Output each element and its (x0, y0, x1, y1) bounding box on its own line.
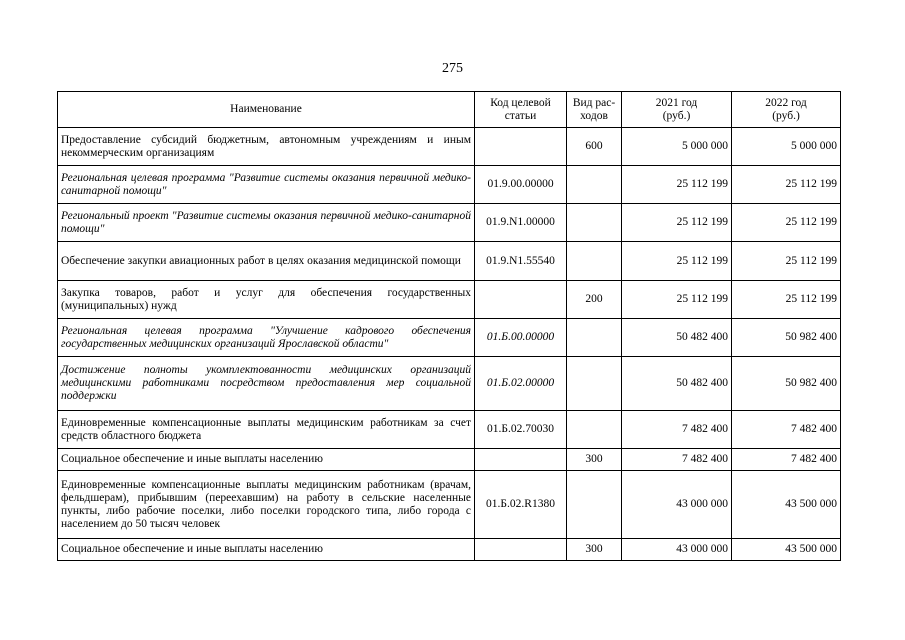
table-row (58, 357, 841, 411)
row-code (475, 539, 567, 561)
row-vid (567, 411, 622, 449)
row-name: Региональная целевая программа "Развитие системы оказания первичной медико-санитарной помощи" (58, 166, 475, 204)
row-code: 01.Б.00.00000 (475, 319, 567, 357)
table-row (58, 411, 841, 449)
row-2021: 25 112 199 (622, 166, 732, 204)
table-row (58, 539, 841, 561)
row-2021: 50 482 400 (622, 357, 732, 411)
row-2021: 25 112 199 (622, 204, 732, 242)
row-code (475, 449, 567, 471)
row-2021: 5 000 000 (622, 128, 732, 166)
row-2021: 50 482 400 (622, 319, 732, 357)
row-vid: 200 (567, 281, 622, 319)
row-code: 01.9.N1.55540 (475, 242, 567, 281)
row-2022: 25 112 199 (732, 242, 841, 281)
row-code (475, 128, 567, 166)
row-vid (567, 471, 622, 539)
row-2021: 7 482 400 (622, 449, 732, 471)
table-row (58, 204, 841, 242)
row-name: Закупка товаров, работ и услуг для обеспечения государственных (муниципальных) нужд (58, 281, 475, 319)
header-vid: Вид рас- ходов (567, 92, 622, 128)
table-row (58, 319, 841, 357)
table-row (58, 449, 841, 471)
row-2021: 43 000 000 (622, 539, 732, 561)
row-vid (567, 357, 622, 411)
budget-table (57, 91, 841, 561)
row-2021: 43 000 000 (622, 471, 732, 539)
page-number: 275 (442, 61, 463, 76)
row-2022: 7 482 400 (732, 449, 841, 471)
row-code: 01.9.N1.00000 (475, 204, 567, 242)
table-row (58, 242, 841, 281)
row-vid (567, 242, 622, 281)
row-vid (567, 319, 622, 357)
row-code: 01.9.00.00000 (475, 166, 567, 204)
row-2021: 7 482 400 (622, 411, 732, 449)
header-name: Наименование (58, 92, 475, 128)
table-row (58, 128, 841, 166)
row-code: 01.Б.02.00000 (475, 357, 567, 411)
row-name: Региональная целевая программа "Улучшение кадрового обеспечения государственных медицинских организаций Ярославской области" (58, 319, 475, 357)
table-row (58, 471, 841, 539)
row-2022: 5 000 000 (732, 128, 841, 166)
row-2022: 25 112 199 (732, 281, 841, 319)
row-name: Социальное обеспечение и иные выплаты населению (58, 539, 475, 561)
row-2022: 43 500 000 (732, 539, 841, 561)
row-2022: 25 112 199 (732, 166, 841, 204)
row-name: Социальное обеспечение и иные выплаты населению (58, 449, 475, 471)
row-2022: 7 482 400 (732, 411, 841, 449)
row-2021: 25 112 199 (622, 281, 732, 319)
row-code: 01.Б.02.70030 (475, 411, 567, 449)
header-2022: 2022 год (руб.) (732, 92, 841, 128)
row-name: Достижение полноты укомплектованности медицинских организаций медицинскими работниками посредством предоставления мер социальной поддержки (58, 357, 475, 411)
row-code: 01.Б.02.R1380 (475, 471, 567, 539)
header-code: Код целевой статьи (475, 92, 567, 128)
row-code (475, 281, 567, 319)
row-vid: 600 (567, 128, 622, 166)
table-row (58, 166, 841, 204)
row-vid: 300 (567, 539, 622, 561)
row-2022: 43 500 000 (732, 471, 841, 539)
row-2022: 25 112 199 (732, 204, 841, 242)
row-name: Единовременные компенсационные выплаты медицинским работникам (врачам, фельдшерам), прибывшим (переехавшим) на работу в сельские населенные пункты, либо рабочие поселки, либо поселки городского типа, либо города с населением до 50 тысяч человек (58, 471, 475, 539)
row-vid (567, 204, 622, 242)
row-name: Единовременные компенсационные выплаты медицинским работникам за счет средств областного бюджета (58, 411, 475, 449)
row-name: Предоставление субсидий бюджетным, автономным учреждениям и иным некоммерческим организациям (58, 128, 475, 166)
header-2021: 2021 год (руб.) (622, 92, 732, 128)
table-row (58, 281, 841, 319)
row-name: Обеспечение закупки авиационных работ в целях оказания медицинской помощи (58, 242, 475, 281)
row-2022: 50 982 400 (732, 319, 841, 357)
row-vid (567, 166, 622, 204)
row-2022: 50 982 400 (732, 357, 841, 411)
row-vid: 300 (567, 449, 622, 471)
row-2021: 25 112 199 (622, 242, 732, 281)
row-name: Региональный проект "Развитие системы оказания первичной медико-санитарной помощи" (58, 204, 475, 242)
table-header-row (58, 92, 841, 128)
